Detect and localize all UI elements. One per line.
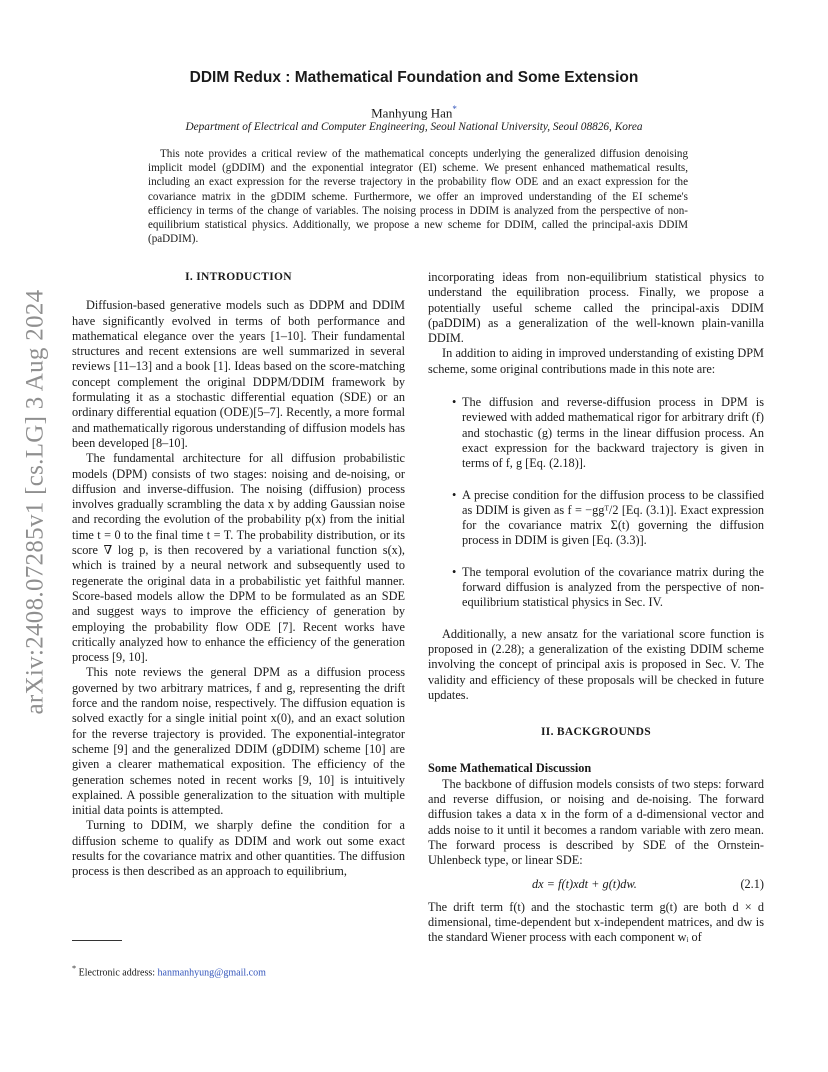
contribution-item — [428, 395, 764, 471]
email-link[interactable]: hanmanhyung@gmail.com — [157, 967, 266, 979]
footnote-mark: * — [72, 964, 77, 973]
intro-paragraph-3: This note reviews the general DPM as a diffusion process governed by two arbitrary matrices, f and g, representing the drift force and the random noise, respectively. The diffusion equation is solved exactly for a single initial point x(0), and an exact solution for the reverse trajectory is provided. The exponential-integrator scheme [9] and the generalized DDIM (gDDIM) scheme [10] are given a clearer mathematical exposition. The efficiency of the generation schemes noted in recent works [9, 10] is intuitively explained. A possible generalization to the situation with multiple initial data points is attempted. — [72, 665, 405, 818]
equation-2-1 — [428, 877, 764, 892]
section-heading-backgrounds: II. BACKGROUNDS — [541, 726, 651, 739]
bullet-dot: • — [452, 564, 457, 579]
intro-paragraph-4-continued: incorporating ideas from non-equilibrium statistical physics to understand the equilibration process. Finally, we propose a potentially useful scheme called the principal-axis DDIM (paDDIM) as a generalization of the well-known plain-vanilla DDIM. — [428, 270, 764, 346]
contribution-item — [428, 488, 764, 549]
right-column — [428, 270, 764, 946]
backgrounds-paragraph-1: The backbone of diffusion models consists of two steps: forward and reverse diffusion, or noising and de-noising. The forward diffusion takes a data x in the form of a d-dimensional vector and adds noise to it until it becomes a random variable with zero mean. The forward process is described by SDE of the Ornstein-Uhlenbeck type, or linear SDE: — [428, 776, 764, 868]
intro-paragraph-5: In addition to aiding in improved understanding of existing DPM scheme, some original contributions made in this note are: — [428, 346, 764, 376]
arxiv-identifier-text: arXiv:2408.07285v1 [cs.LG] 3 Aug 2024 — [21, 289, 49, 715]
affiliation: Department of Electrical and Computer Engineering, Seoul National University, Seoul 08826, Korea — [185, 121, 643, 133]
section-heading-introduction: I. INTRODUCTION — [185, 271, 292, 283]
left-column — [72, 270, 405, 880]
intro-paragraph-4: Turning to DDIM, we sharply define the condition for a diffusion scheme to qualify as DDIM and work out some exact results for the covariance matrix and other quantities. The diffusion process is then described as an approach to equilibrium, — [72, 818, 405, 879]
paper-title: DDIM Redux : Mathematical Foundation and Some Extension — [189, 69, 639, 86]
contribution-text: The temporal evolution of the covariance matrix during the forward diffusion is analyzed from the perspective of non-equilibrium statistical physics in Sec. IV. — [462, 564, 764, 610]
footnote-label: Electronic address: — [78, 967, 156, 979]
footnote — [72, 964, 266, 978]
author-name: Manhyung Han — [371, 105, 453, 121]
contribution-text: A precise condition for the diffusion process to be classified as DDIM is given as f = −ggᵀ/2 [Eq. (3.1)]. Exact expression for the covariance matrix Σ(t) governing the diffusion process in DDIM is given [Eq. (3.3)]. — [462, 487, 764, 548]
contributions-list — [428, 395, 764, 611]
author-line — [70, 104, 758, 121]
bullet-dot: • — [452, 395, 457, 410]
subsection-heading: Some Mathematical Discussion — [428, 761, 592, 776]
author-footnote-mark[interactable]: * — [452, 104, 457, 114]
abstract: This note provides a critical review of the mathematical concepts underlying the generalized diffusion denoising implicit model (gDDIM) and the exponential integrator (EI) scheme. We present enhanced mathematical results, including an exact expression for the reverse trajectory in the probability flow ODE and an exact expression for the covariance matrix in the gDDIM scheme. Furthermore, we offer an improved understanding of the EI scheme's efficiency in terms of the change of variables. The noising process in DDIM is analyzed from the perspective of non-equilibrium statistical physics. Additionally, we propose a new scheme for DDIM, called the principal-axis DDIM (paDDIM). — [148, 148, 688, 246]
contribution-text: The diffusion and reverse-diffusion process in DPM is reviewed with added mathematical rigor for arbitrary drift (f) and stochastic (g) terms in the linear diffusion process. An exact expression for the backward trajectory is given in terms of f, g [Eq. (2.18)]. — [462, 395, 764, 471]
equation-number: (2.1) — [740, 876, 764, 891]
arxiv-identifier-stamp — [4, 262, 66, 742]
footnote-rule — [72, 940, 122, 941]
contribution-item — [428, 565, 764, 611]
equation-body: dx = f(t)xdt + g(t)dw. — [532, 876, 637, 891]
intro-paragraph-1: Diffusion-based generative models such as DDPM and DDIM have significantly evolved in terms of both performance and mathematical elegance over the years [1–10]. Their fundamental structures and recent extensions are well summarized in several reviews [11–13] and a book [1]. Ideas based on the score-matching concept complement the original DDPM/DDIM framework by formulating it as a stochastic differential equation (SDE) or an ordinary differential equation (ODE)[5–7]. Recently, a more formal and mathematically rigorous understanding of diffusion models has been developed [8–10]. — [72, 298, 405, 450]
bullet-dot: • — [452, 487, 457, 502]
backgrounds-paragraph-2: The drift term f(t) and the stochastic term g(t) are both d × d dimensional, time-dependent but x-independent matrices, and dw is the standard Wiener process with each component wᵢ of — [428, 899, 764, 945]
intro-paragraph-6: Additionally, a new ansatz for the variational score function is proposed in (2.28); a generalization of the existing DDIM scheme involving the concept of principal axis is proposed in Sec. V. The validity and efficiency of these proposals will be checked in future updates. — [428, 626, 764, 702]
intro-paragraph-2: The fundamental architecture for all diffusion probabilistic models (DPM) consists of two stages: noising and de-noising, or diffusion and inverse-diffusion. The noising (diffusion) process involves gradually scrambling the data x by adding Gaussian noise and recording the evolution of the probability p(x) from the initial time t = 0 to the final time t = T. The probability distribution, or its score ∇ log p, is then recovered by a variational function s(x), which is trained by a neural network and subsequently used to regenerate the original data in a probabilistic yet faithful manner. Score-based models allow the DPM to be formulated as an SDE and suggest ways to improve the efficiency of generation by employing the probability flow ODE [7]. Recent works have critically analyzed how to enhance the efficiency of the generation process [9, 10]. — [72, 451, 405, 665]
